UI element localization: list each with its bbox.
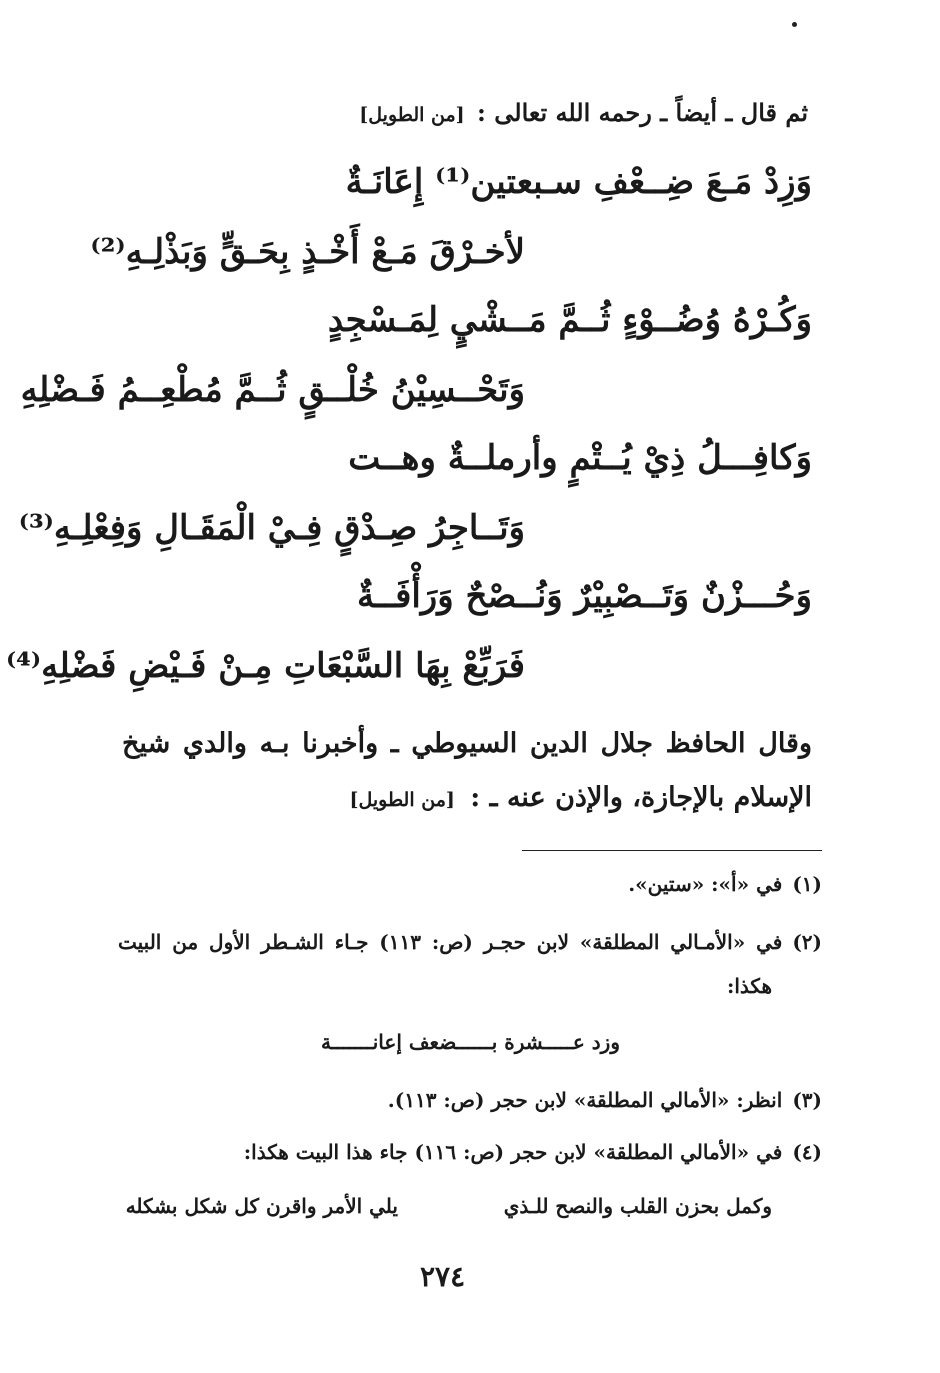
footnote-2-number: (٢)	[792, 930, 822, 954]
footnote-2-text: في «الأمـالي المطلقة» لابن حجـر (ص: ١١٣) جـاء الشـطر الأول من البيت	[118, 930, 783, 954]
prose-line-1: وقال الحافظ جلال الدين السيوطي ـ وأخبرنا بـه والدي شيخ	[122, 728, 812, 759]
verse-8: فَرَبِّعْ بِهَا السَّبْعَاتِ مِـنْ فَـيْضِ فَضْلِهِ⁽⁴⁾	[6, 646, 525, 686]
verse-1: وَزِدْ مَـعَ ضِــعْفِ سـبعتين⁽¹⁾ إِعَانَـةٌ	[345, 162, 812, 202]
footnote-2-line-2: هكذا:	[726, 974, 772, 998]
footnote-4-hemistich-2: يلي الأمر واقرن كل شكل بشكله	[125, 1194, 398, 1218]
prose-line-2	[349, 782, 812, 813]
footnote-4	[244, 1140, 822, 1164]
verse-7: وَحُـــزْنٌ وَتَــصْبِيْرٌ وَنُــصْحٌ وَرَأْفَــةٌ	[356, 576, 812, 616]
verse-3: وَكُـرْهُ وُضُــوْءٍ ثُــمَّ مَــشْيٍ لِمَـسْجِدٍ	[327, 300, 812, 340]
footnote-separator	[522, 850, 822, 851]
heading-text: ثم قال ـ أيضاً ـ رحمه الله تعالى :	[477, 98, 808, 127]
corner-dot	[792, 22, 797, 27]
footnote-4-number: (٤)	[792, 1140, 822, 1164]
footnote-1-number: (١)	[792, 872, 822, 896]
verse-6: وَتَــاجِرُ صِـدْقٍ فِـيْ الْمَقَـالِ وَفِعْلِـهِ⁽³⁾	[18, 508, 525, 548]
poem-heading	[359, 98, 808, 127]
footnote-1-text: في «أ»: «ستين».	[628, 872, 783, 896]
verse-4: وَتَحْــسِيْنُ خُلْــقٍ ثُــمَّ مُطْعِــمُ فَـضْلِهِ	[20, 370, 525, 410]
verse-5: وَكافِـــلُ ذِيْ يُــتْمٍ وأرملــةٌ وهــت	[348, 438, 812, 478]
footnote-4-hemistich-1: وكمل بحزن القلب والنصح للـذي	[503, 1194, 772, 1218]
prose-line-2-text: الإسلام بالإجازة، والإذن عنه ـ :	[470, 782, 812, 813]
footnote-4-text: في «الأمالي المطلقة» لابن حجر (ص: ١١٦) جاء هذا البيت هكذا:	[243, 1140, 783, 1164]
footnote-3-number: (٣)	[792, 1088, 822, 1112]
footnote-1	[628, 872, 822, 896]
footnote-2-quote: وزد عـــــشرة بــــــضعف إعانـــــــة	[320, 1030, 620, 1054]
verse-2: لأخـرْقَ مَـعْ أَخْـذٍ بِحَـقٍّ وَبَذْلِـهِ⁽²⁾	[90, 232, 525, 272]
footnote-2	[118, 930, 822, 954]
heading-meter: [من الطويل]	[359, 104, 465, 126]
footnote-3	[388, 1088, 822, 1112]
page-number: ٢٧٤	[420, 1260, 466, 1293]
prose-meter: [من الطويل]	[349, 789, 455, 811]
footnote-3-text: انظر: «الأمالي المطلقة» لابن حجر (ص: ١١٣).	[387, 1088, 783, 1112]
